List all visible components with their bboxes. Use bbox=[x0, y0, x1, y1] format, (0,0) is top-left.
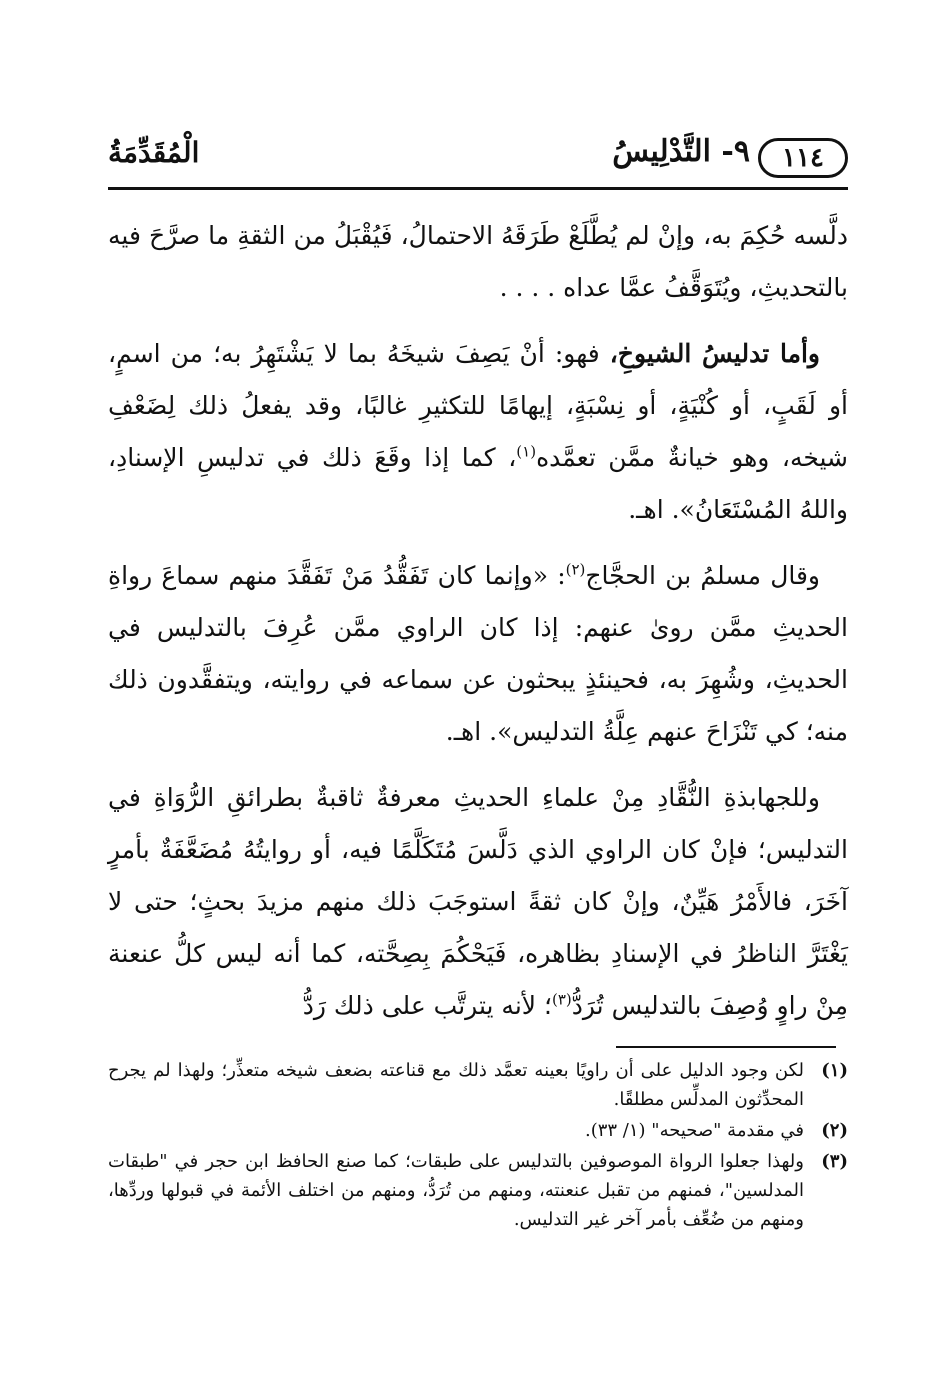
footnote-number: (٣) bbox=[821, 1151, 848, 1172]
page-number: ١١٤ bbox=[758, 138, 848, 178]
footnote-item bbox=[108, 1147, 848, 1234]
page-header bbox=[108, 130, 848, 194]
paragraph-2-lead: وأما تدليسُ الشيوخِ، bbox=[609, 339, 820, 368]
header-divider bbox=[108, 187, 848, 190]
footnote-ref-1[interactable]: (١) bbox=[516, 442, 537, 461]
paragraph-4 bbox=[108, 772, 848, 1032]
footnote-text: لكن وجود الدليل على أن راويًا بعينه تعمَّد ذلك مع قناعته بضعف شيخه متعذِّر؛ ولهذا لم يجرح المحدِّثون المدلِّس مطلقًا. bbox=[108, 1060, 804, 1110]
paragraph-2-text-a: فهو: أنْ يَصِفَ شيخَهُ بما لا يَشْتَهِرُ به؛ من اسمٍ، أو لَقَبٍ، أو كُنْيَةٍ، أو نِسْبَةٍ، إيهامًا للتكثيرِ غالبًا، وقد يفعلُ ذلك لِضَعْفِ شيخه، وهو خيانةٌ ممَّن تعمَّده bbox=[108, 339, 848, 472]
book-title: الْمُقَدِّمَةُ bbox=[108, 136, 200, 169]
footnote-ref-3[interactable]: (٣) bbox=[551, 990, 572, 1009]
footnote-text: في مقدمة "صحيحه" (١/ ٣٣). bbox=[584, 1120, 804, 1141]
main-text bbox=[108, 210, 848, 1046]
footnote-number: (١) bbox=[821, 1060, 848, 1081]
section-title: ٩- التَّدْلِيسُ bbox=[612, 134, 750, 169]
footnote-ref-2[interactable]: (٢) bbox=[565, 560, 586, 579]
paragraph-3 bbox=[108, 550, 848, 758]
footnote-text: ولهذا جعلوا الرواة الموصوفين بالتدليس على طبقات؛ كما صنع الحافظ ابن حجر في "طبقات المدلسين"، فمنهم من تقبل عنعنته، ومنهم من تُرَدُّ، ومنهم من اختلف الأئمة في قبولها وردِّها، ومنهم من ضُعِّف بأمر آخر غير التدليس. bbox=[108, 1151, 804, 1230]
paragraph-2-text-b: ، كما إذا وقَعَ ذلك في تدليسِ الإسنادِ، واللهُ المُسْتَعَانُ». اهـ. bbox=[108, 443, 848, 524]
footnote-divider bbox=[616, 1046, 836, 1048]
paragraph-1: دلَّسه حُكِمَ به، وإنْ لم يُطَّلَعْ طَرَقَهُ الاحتمالُ، فَيُقْبَلُ من الثقةِ ما صرَّحَ فيه بالتحديثِ، ويُتَوَقَّفُ عمَّا عداه . . . . bbox=[108, 221, 848, 302]
paragraph-4-text-b: ؛ لأنه يترتَّب على ذلك رَدُّ bbox=[302, 991, 552, 1020]
paragraph-2 bbox=[108, 328, 848, 536]
footnote-item bbox=[108, 1056, 848, 1114]
paragraph-4-text-a: وللجهابذةِ النُّقَّادِ مِنْ علماءِ الحديثِ معرفةٌ ثاقبةٌ بطرائقِ الرُّوَاةِ في التدليس؛ فإنْ كان الراوي الذي دَلَّسَ مُتَكَلَّمًا فيه، أو روايتُهُ مُضَعَّفَةٌ بأمرٍ آخَرَ، فالأَمْرُ هَيِّنٌ، وإنْ كان ثقةً استوجَبَ ذلك منهم مزيدَ بحثٍ؛ حتى لا يَغْتَرَّ الناظرُ في الإسنادِ بظاهره، فَيَحْكُمَ بِصِحَّته، كما أنه ليس كلُّ عنعنة مِنْ راوٍ وُصِفَ بالتدليس تُرَدُّ bbox=[108, 783, 848, 1020]
footnotes bbox=[108, 1056, 848, 1236]
footnote-number: (٢) bbox=[821, 1120, 848, 1141]
paragraph-3-text-a: وقال مسلمُ بن الحجَّاج bbox=[585, 561, 820, 590]
paragraph-3-text-b: : «وإنما كان تَفَقُّدُ مَنْ تَفَقَّدَ منهم سماعَ رواةِ الحديثِ ممَّن روىٰ عنهم: إذا كان الراوي ممَّن عُرِفَ بالتدليس في الحديثِ، وشُهِرَ به، فحينئذٍ يبحثون عن سماعه في روايته، ويتفقَّدون ذلك منه؛ كي تَنْزَاحَ عنهم عِلَّةُ التدليس». اهـ. bbox=[108, 561, 848, 746]
footnote-item bbox=[108, 1116, 848, 1145]
